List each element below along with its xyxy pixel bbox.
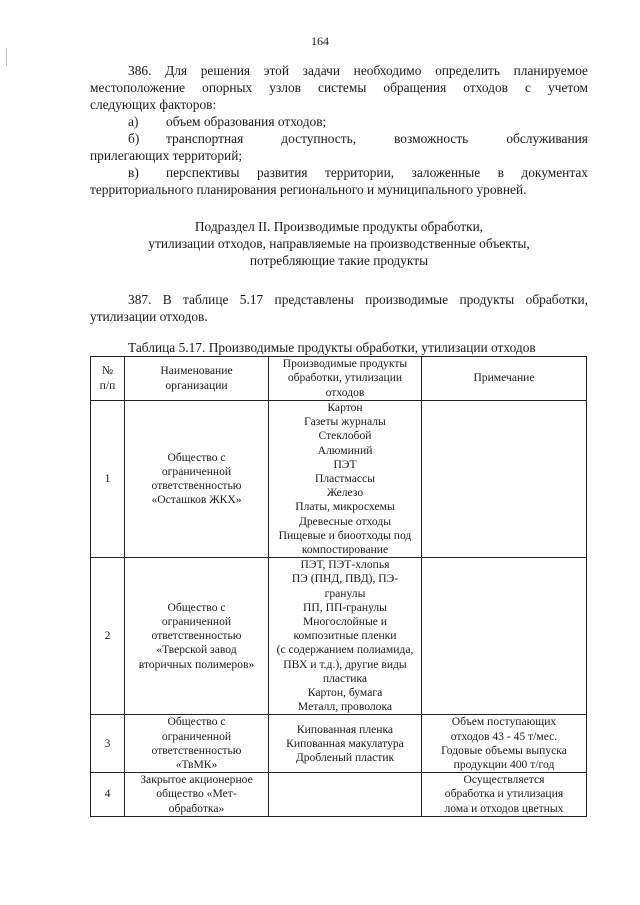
row-1-note	[422, 401, 587, 558]
product-line: ПЭТ	[333, 457, 357, 471]
table-row	[91, 773, 587, 817]
org-line: ответственностью	[151, 479, 242, 493]
product-line: гранулы	[324, 586, 366, 600]
product-line: Алюминий	[317, 443, 373, 457]
row-3-note	[422, 715, 587, 773]
factor-b-word-3: возможность	[394, 131, 469, 146]
row-2-products	[269, 558, 422, 715]
product-line: Пластмассы	[314, 472, 375, 486]
row-2-num: 2	[91, 558, 125, 715]
factor-c	[90, 164, 588, 181]
row-3-products	[269, 715, 422, 773]
factor-a	[90, 113, 588, 130]
org-line: Закрытое акционерное	[140, 773, 253, 787]
factor-c-letter: в)	[128, 165, 139, 180]
paragraph-387-line-2: утилизации отходов.	[90, 309, 208, 324]
subsection-line-1: Подраздел II. Производимые продукты обработки,	[194, 219, 484, 234]
paragraph-386	[90, 62, 588, 198]
header-note-line: Примечание	[473, 371, 535, 385]
factor-b	[90, 130, 588, 147]
org-line: ограниченной	[161, 729, 232, 743]
product-line: Платы, микросхемы	[295, 500, 395, 514]
paragraph-386-line-1: 386. Для решения этой задачи необходимо определить планируемое	[128, 63, 588, 78]
org-line: Общество с	[167, 450, 226, 464]
row-1-products	[269, 401, 422, 558]
product-line: Многослойные и	[302, 615, 388, 629]
product-line: ПП, ПП-гранулы	[303, 600, 387, 614]
org-line: ограниченной	[161, 615, 232, 629]
header-org	[125, 357, 269, 401]
factor-b-word-2: доступность,	[281, 131, 357, 146]
product-line: Металл, проволока	[297, 700, 393, 714]
header-num-line: №	[101, 364, 114, 378]
org-line: «Тверской завод	[156, 643, 237, 657]
product-line: Железо	[326, 486, 364, 500]
org-line: Общество с	[167, 600, 226, 614]
row-4-products	[269, 773, 422, 817]
product-line: ПЭТ, ПЭТ-хлопья	[300, 558, 390, 572]
table-caption: Таблица 5.17. Производимые продукты обработки, утилизации отходов	[128, 340, 536, 355]
page-number: 164	[311, 34, 329, 48]
row-3-num: 3	[91, 715, 125, 773]
factor-a-letter: а)	[128, 114, 139, 129]
row-1-num: 1	[91, 401, 125, 558]
product-line: Кипованная макулатура	[286, 736, 404, 750]
table-header-row	[91, 357, 587, 401]
products-table	[90, 356, 587, 817]
row-4-num: 4	[91, 773, 125, 817]
factor-c-continuation: территориального планирования регионального и муниципального уровней.	[90, 182, 527, 197]
product-line: Пищевые и биоотходы под	[278, 528, 412, 542]
product-line: компостирование	[301, 543, 389, 557]
row-3-org	[125, 715, 269, 773]
header-org-line: организации	[165, 378, 228, 392]
header-products-line: Производимые продукты	[282, 357, 408, 371]
row-1-org	[125, 401, 269, 558]
header-org-line: Наименование	[160, 364, 233, 378]
org-line: «ТвМК»	[175, 758, 218, 772]
factor-c-text: перспективы развития территории, заложенные в документах	[166, 165, 588, 180]
product-line: пластика	[322, 671, 368, 685]
subsection-line-3: потребляющие такие продукты	[249, 253, 429, 268]
product-line: Газеты журналы	[304, 415, 386, 429]
factor-a-text: объем образования отходов;	[166, 114, 327, 129]
paragraph-387	[90, 291, 588, 325]
org-line: Общество с	[167, 715, 226, 729]
table-row	[91, 715, 587, 773]
subsection-heading	[90, 218, 588, 269]
table-row	[91, 558, 587, 715]
paragraph-386-line-2: местоположение опорных узлов системы обращения отходов с учетом	[90, 80, 588, 95]
header-num-line: п/п	[99, 378, 116, 392]
header-products-line: обработки, утилизации	[287, 371, 403, 385]
product-line: ПЭ (ПНД, ПВД), ПЭ-	[291, 572, 399, 586]
note-line: лома и отходов цветных	[444, 801, 564, 815]
org-line: ответственностью	[151, 629, 242, 643]
note-line: Годовые объемы выпуска	[441, 743, 567, 757]
org-line: ограниченной	[161, 464, 232, 478]
product-line: Картон, бумага	[307, 686, 383, 700]
subsection-line-2: утилизации отходов, направляемые на производственные объекты,	[148, 236, 530, 251]
note-line: отходов 43 - 45 т/мес.	[450, 729, 558, 743]
factor-b-continuation: прилегающих территорий;	[90, 148, 243, 163]
row-2-org	[125, 558, 269, 715]
product-line: Кипованная пленка	[296, 722, 394, 736]
row-4-note	[422, 773, 587, 817]
paragraph-387-line-1: 387. В таблице 5.17 представлены производимые продукты обработки,	[128, 292, 588, 307]
org-line: вторичных полимеров»	[138, 657, 255, 671]
table-row	[91, 401, 587, 558]
product-line: Древесные отходы	[298, 514, 392, 528]
product-line: ПВХ и т.д.), другие виды	[283, 657, 407, 671]
org-line: «Осташков ЖКХ»	[151, 493, 242, 507]
note-line: продукции 400 т/год	[453, 758, 555, 772]
paragraph-386-line-3: следующих факторов:	[90, 97, 217, 112]
product-line: композитные пленки	[293, 629, 397, 643]
note-line: Объем поступающих	[451, 715, 557, 729]
margin-mark	[6, 48, 7, 66]
header-num	[91, 357, 125, 401]
factor-b-word-4: обслуживания	[506, 131, 588, 146]
header-products-line: отходов	[325, 385, 365, 399]
row-4-org	[125, 773, 269, 817]
row-2-note	[422, 558, 587, 715]
header-note	[422, 357, 587, 401]
product-line: Стеклобой	[318, 429, 372, 443]
header-products	[269, 357, 422, 401]
factor-b-text	[166, 130, 588, 147]
org-line: обработка»	[168, 801, 225, 815]
note-line: обработка и утилизация	[444, 787, 564, 801]
product-line: Дробленый пластик	[295, 750, 395, 764]
org-line: ответственностью	[151, 743, 242, 757]
factor-b-letter: б)	[128, 131, 140, 146]
org-line: общество «Мет-	[156, 787, 237, 801]
product-line: (с содержанием полиамида,	[276, 643, 414, 657]
factor-b-word-1: транспортная	[166, 131, 244, 146]
note-line: Осуществляется	[463, 773, 545, 787]
product-line: Картон	[327, 401, 363, 414]
